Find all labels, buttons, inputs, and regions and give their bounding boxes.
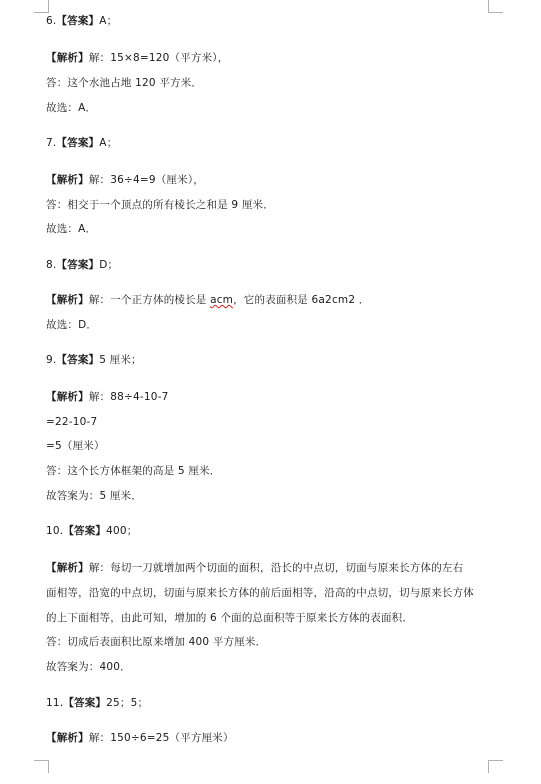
answer-line-7	[46, 136, 117, 150]
text-span: 5 厘米；	[99, 354, 142, 366]
crop-mark-top-right	[488, 0, 503, 13]
crop-mark-bottom-right	[488, 760, 503, 773]
answer-line-8	[46, 258, 118, 272]
text-span: 7.	[46, 137, 57, 149]
analysis-line-6	[46, 51, 228, 65]
text-span: 【答案】	[56, 15, 100, 27]
answer-line-9	[46, 353, 142, 367]
text-line: 面相等，沿宽的中点切，切面与原来长方体的前后面相等，沿高的中点切，切与原来长方体	[46, 587, 474, 599]
text-line: 故答案为：400．	[46, 661, 131, 673]
text-span: 8.	[46, 259, 57, 271]
text-span: A；	[99, 15, 118, 27]
text-line: 故选：A．	[46, 223, 97, 235]
text-line: 故选：D．	[46, 319, 98, 331]
text-line: 的上下面相等，由此可知，增加的 6 个面的总面积等于原来长方体的表面积．	[46, 612, 414, 624]
text-span: 【解析】	[46, 732, 89, 744]
text-line: =5（厘米）	[46, 440, 105, 452]
answer-line-11	[46, 696, 148, 710]
analysis-line-7	[46, 173, 204, 187]
crop-mark-bottom-left	[34, 760, 49, 773]
analysis-line-9	[46, 390, 168, 404]
text-line: 故选：A．	[46, 102, 97, 114]
text-span: 【解析】	[46, 391, 89, 403]
text-span: 6.	[46, 15, 57, 27]
text-span: 解：36÷4=9（厘米），	[88, 174, 204, 186]
text-span: 解：15×8=120（平方米），	[88, 52, 229, 64]
text-span: 【解析】	[46, 562, 89, 574]
crop-mark-top-left	[34, 0, 49, 13]
text-span: 9.	[46, 354, 57, 366]
text-line: 故答案为：5 厘米．	[46, 490, 143, 502]
text-span: 【答案】	[63, 697, 107, 709]
text-span: 【答案】	[56, 259, 100, 271]
text-span: 解：150÷6=25（平方厘米）	[88, 732, 234, 744]
text-span: 【答案】	[63, 525, 107, 537]
analysis-line-8	[46, 293, 369, 307]
text-span: 25；5；	[106, 697, 149, 709]
text-line: =22-10-7	[46, 416, 98, 428]
text-span: 10.	[46, 525, 64, 537]
answer-line-6	[46, 14, 117, 28]
text-span: 【解析】	[46, 174, 89, 186]
text-span: D；	[99, 259, 119, 271]
text-span: A；	[99, 137, 118, 149]
text-span: 400；	[106, 525, 138, 537]
text-span: 【解析】	[46, 52, 89, 64]
text-span: 11.	[46, 697, 64, 709]
text-span: 解：每切一刀就增加两个切面的面积，沿长的中点切，切面与原来长方体的左右	[88, 562, 464, 574]
text-span: 解：一个正方体的棱长是	[88, 294, 211, 306]
text-span: 【答案】	[56, 354, 100, 366]
text-span: ，它的表面积是 6a2cm2 ．	[233, 294, 370, 306]
text-line: 答：这个长方体框架的高是 5 厘米．	[46, 465, 221, 477]
text-line: 答：这个水池占地 120 平方米．	[46, 77, 203, 89]
text-span: 【解析】	[46, 294, 89, 306]
text-line: 答：相交于一个顶点的所有棱长之和是 9 厘米．	[46, 199, 274, 211]
answer-line-10	[46, 524, 137, 538]
text-span: 【答案】	[56, 137, 100, 149]
text-line: 答：切成后表面积比原来增加 400 平方厘米．	[46, 636, 267, 648]
analysis-line-10	[46, 561, 463, 575]
analysis-line-11	[46, 731, 234, 745]
spellcheck-underline: acm	[210, 294, 234, 306]
text-span: 解：88÷4-10-7	[88, 391, 169, 403]
